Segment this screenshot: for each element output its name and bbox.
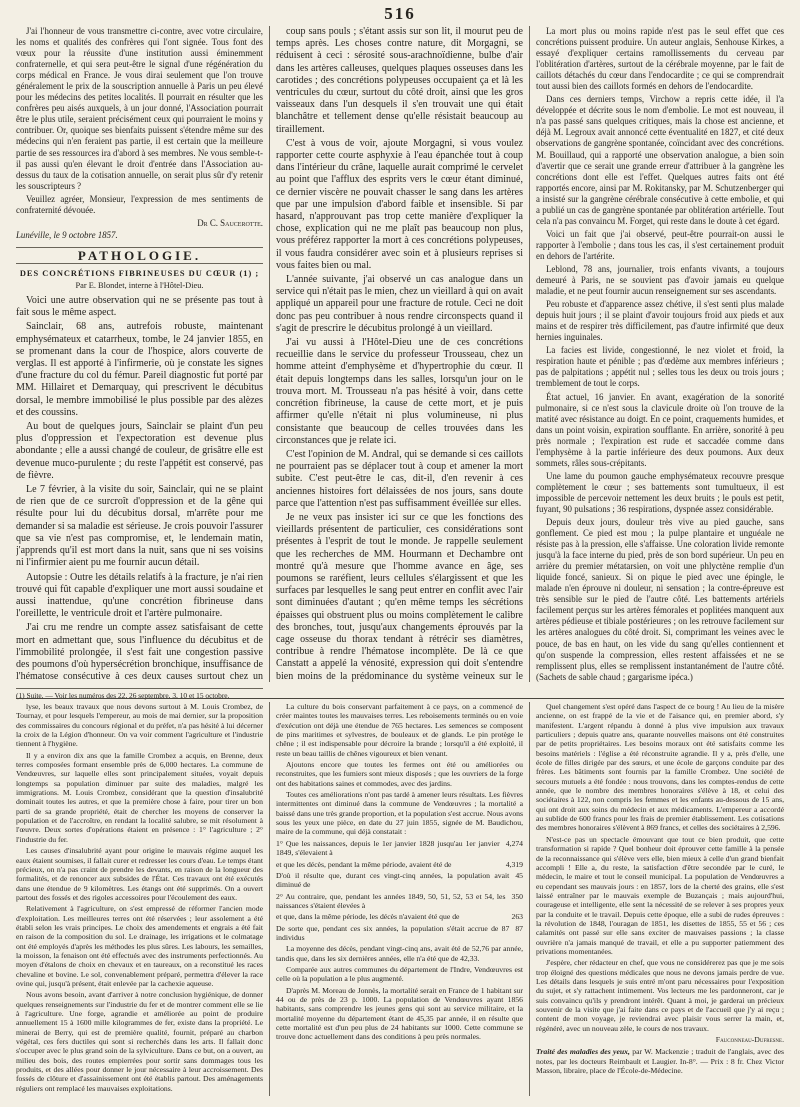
- statistics-value: 263: [511, 912, 523, 922]
- statistics-value: 45: [515, 870, 523, 880]
- statistics-value: 4,274: [505, 838, 523, 848]
- feuilleton-paragraph: N'est-ce pas un spectacle émouvant que tout ce bien produit, que cette transformation si rapide ? Quel bonheur doit éprouver cette famille à la pensée de la reconnaissance qui s'élève vers elle, bien mieux à celle d'un grand bienfait accompli ! Elle a, du reste, la satisfaction d'être secondée par le curé, le médecin, le maire et tout le conseil municipal. La population de Vendœuvres a eu cependant ses mauvais jours : en 1857, lors de la cherté des grains, elle s'est laissé entraîner par le mauvais exemple de Buzançais ; mais aujourd'hui, courageuse et intelligente, elle sent la nécessité de se relever à ses propres yeux par la conduite et le travail. Depuis cette époque, elle a subi de rudes épreuves : la révolution de 1848, l'ouragan de 1851, les disettes de 1855, 55 et 56 ; ces calamités ont passé sur elle sans exciter de mauvaises passions ; la classe ouvrière n'a jamais manqué de travail, et elle a pu supporter patiemment des privations momentanées.: [536, 834, 784, 956]
- letter-place-date: Lunéville, le 9 octobre 1857.: [16, 229, 118, 240]
- lower-column-1: [16, 702, 263, 1096]
- feuilleton-paragraph: La moyenne des décès, pendant vingt-cinq ans, avait été de 52,76 par année, tandis que, dans les six dernières années, elle n'a été que de 42,33.: [276, 944, 523, 963]
- article-paragraph: J'ai vu aussi à l'Hôtel-Dieu une de ces concrétions recueillie dans le service du professeur Trousseau, chez un homme atteint d'emphysème et d'hypertrophie du cœur. Il était depuis longtemps dans les salles, lorsqu'un jour on le trouva mort. M. Trousseau n'a pas hésité à voir, dans cette concrétion fibrineuse, la cause de cette mort, et je puis affirmer qu'elle n'était ni plus volumineuse, ni plus consistante que beaucoup de celles trouvées dans les circonstances que je relate ici.: [276, 337, 523, 446]
- article-paragraph: J'ai cru me rendre un compte assez satisfaisant de cette mort en admettant que, sous l'influence du décubitus et de l'immobilité prolongée, il s'est fait une congestion passive des poumons d'où hypersécrétion bronchique, insuffisance de l'hématose consécutive à ces deux causes surtout chez un: [16, 622, 263, 682]
- letter-signature: Dr C. Saucerotte.: [197, 217, 263, 228]
- article-paragraph: Voici une autre observation qui ne se présente pas tout à fait sous le même aspect.: [16, 295, 263, 319]
- letter-paragraph: J'ai l'honneur de vous transmettre ci-contre, avec votre circulaire, les noms et qualités des confrères qui l'ont signée. Tous font des vœux pour la réussite d'une institution aussi éminemment confraternelle, et qui sera peut-être le signal d'une régénération du corps médical en France. Je vous dirai seulement que l'on trouve généralement le prix de la souscription annuelle à Paris un peu élevé pour les médecins des petites localités. Il pourrait en résulter que les confrères peu aisés auxquels, à un jour donné, l'Association pourrait être le plus utile, seraient précisément ceux qui pourraient le moins y contribuer. Or, quoique ses bienfaits puissent s'étendre même sur des médecins qui n'en feraient pas partie, il est certain que la meilleure partie de ses ressources ira d'abord à ses membres. Ne vous semble-t-il pas aussi qu'en élevant le droit d'entrée dans l'Association au-dessus du taux de la cotisation annuelle, on serait plus sûr d'y retenir les souscripteurs ?: [16, 26, 263, 191]
- upper-column-1: [16, 26, 263, 682]
- article-author: Par E. Blondet, interne à l'Hôtel-Dieu.: [75, 280, 204, 290]
- feuilleton-paragraph: Ajoutons encore que toutes les fermes ont été ou améliorées ou reconstruites, que les fumiers sont mieux disposés ; que les ouvriers de la forge ont des habitations saines et commodes, avec des jardins.: [276, 760, 523, 788]
- article-paragraph: La mort plus ou moins rapide n'est pas le seul effet que ces concrétions puissent produire. Un auteur anglais, Senhouse Kirkes, a essayé d'expliquer certains ramollissements du cerveau par l'oblitération d'artères, surtout de la cérébrale moyenne, par le fait de caillots détachés du cœur dans l'endocardite ; ce qui se comprendrait tout aussi bien des caillots formés en dehors de l'endocardite.: [536, 26, 784, 92]
- upper-column-3: [536, 26, 784, 682]
- statistics-value: 4,319: [505, 859, 523, 869]
- article-paragraph: Voici un fait que j'ai observé, peut-être pourrait-on aussi le rapporter à l'embolie ; dans tous les cas, il s'est certainement produit en dehors de l'artérite.: [536, 228, 784, 261]
- feuilleton-paragraph: Relativement à l'agriculture, on s'est empressé de réformer l'ancien mode d'exploitation. Les meilleures terres ont été réservées ; leur assolement a été établi selon les vrais principes. Le choix des amendements et engrais a été fait en raison de la composition du sol. Le drainage, les irrigations et le colmatage ont été employés d'après les méthodes les plus sûres. Les labours, les semailles, la moisson, la fenaison ont été effectués avec des instruments perfectionnés. Au moyen d'étalons de choix en chevaux et en taureaux, on a reconstitué les races chevaline et bovine. Le sol, convenablement préparé, permettra d'élever la race ovine qui, jusqu'à présent, était enlevée par la cachexie aqueuse.: [16, 904, 263, 988]
- column-divider: [529, 702, 530, 1096]
- section-title: PATHOLOGIE.: [16, 247, 263, 264]
- statistics-value: 350: [511, 891, 523, 901]
- feuilleton-paragraph: Toutes ces améliorations n'ont pas tardé à amener leurs résultats. Les fièvres intermittentes ont diminué dans la commune de Vendœuvres ; la mortalité a baissé dans une très grande proportion, et la population s'est accrue. Nous avons sous les yeux une pièce, en date du 27 juin 1855, signée de M. Baudichou, maire de la commune, qui déjà constatait :: [276, 790, 523, 837]
- column-divider: [269, 26, 270, 682]
- feuilleton-paragraph: lyse, les beaux travaux que nous devons surtout à M. Louis Crombez, de Tournay, et pour lesquels l'empereur, au mois de mai dernier, sur la proposition des commissaires du concours régional et du préfet, n'a pas hésité à lui décerner la croix de la Légion d'honneur. On va voir comment l'agriculture et l'industrie tiennent à l'hygiène.: [16, 702, 263, 749]
- article-paragraph: L'année suivante, j'ai observé un cas analogue dans un service qui n'était pas le mien, chez un vieillard à qui on avait appliqué un appareil pour une fracture de rotule. Ceci ne doit donc pas peu contribuer à nous rendre circonspects quand il s'agit de prescrire le décubitus prolongé à un vieillard.: [276, 274, 523, 334]
- statistics-line: [276, 839, 523, 858]
- statistics-line: [276, 871, 523, 890]
- feuilleton-paragraph: D'après M. Moreau de Jonnès, la mortalité serait en France de 1 habitant sur 44 ou de près de 23 p. 1000. La population de Vendœuvres ayant 1856 habitants, sans comprendre les jeunes gens qui sont au service militaire, et la mortalité moyenne du département étant de 45,35 par année, il en résulte que cette mortalité est d'un peu plus de 24 habitants sur 1000. Cette commune se trouve donc actuellement dans des conditions à peu près normales.: [276, 985, 523, 1042]
- article-paragraph: Dans ces derniers temps, Virchow a repris cette idée, il l'a développée et décrite sous le nom d'embolie. Le mot est nouveau, il n'a pas passé sans quelques critiques, mais la chose est ancienne, et déjà M. Legroux avait annoncé cette éventualité en 1827, et cité deux observations de gangrène spontanée, coïncidant avec des concrétions. M. Bouillaud, qui a rapporté une observation analogue, a bien soin d'avertir que ce serait une grande erreur d'attribuer à la gangrène les concrétions dont elle est l'effet. Quelques autres faits ont été rapportés encore, ainsi par M. Rokitansky, par M. Schutzenberger qui a insisté sur la gangrène cérébrale consécutive à cette embolie, et qui a publié un cas de gangrène spontanée par oblitération artérielle. Tout cela n'a pas convaincu M. Forget, qui reste dans le doute à cet égard.: [536, 94, 784, 226]
- article-paragraph: Depuis deux jours, douleur très vive au pied gauche, sans gonflement. Ce pied est mou ; la pulpe plantaire et unguéale ne résiste pas à la pression, elle s'affaisse. Une coloration livide remonte jusqu'à la face interne du pied, près de son bord supérieur. Un peu en arrière du premier métatarsien, on voit une phlyctène remplie d'un liquide foncé, sanieux. Si on pique le pied avec une épingle, le malade n'en éprouve ni douleur, ni sensation ; la contre-épreuve est très sensible sur le pied de l'autre côté. Les battements artériels facilement perçus sur les artères fémorales et poplitées manquent aux artères pédieuse et tibiale postérieures ; on les retrouve facilement sur les artères analogues du côté droit. Si, comprimant les veines avec le pouce, de bas en haut, on les vide du sang qu'elles contiennent et qu'on suspende la compression, elles restent affaissées et ne se remplissent plus, elles se remplissent instantanément de l'autre côté. (Sachets de sable chaud ; gargarisme ipéca.): [536, 517, 784, 682]
- statistics-line: [276, 860, 523, 869]
- feuilleton-paragraph: Il y a environ dix ans que la famille Crombez a acquis, en Brenne, deux terres composées formant ensemble près de 6,000 hectares. La commune de Vendœuvres, sur laquelle elles sont principalement situées, voyait depuis longtemps sa population diminuer par suite des maladies, malgré les immigrations. M. Louis Crombez, considérant que la question d'insalubrité dominait toutes les autres, et que la première chose à faire, pour tirer un bon parti de sa grande propriété, était de chercher les moyens de conserver la population et de l'accroître, en rendant la localité salubre, se mit résolument à l'œuvre. Deux sortes d'opérations étaient en présence : 1° l'agriculture ; 2° l'industrie du fer.: [16, 750, 263, 844]
- statistics-value: 87: [515, 923, 523, 933]
- feuilleton-signature: Fauconneau-Dufresne.: [715, 1035, 784, 1045]
- statistics-label: 1° Que les naissances, depuis le 1er janvier 1828 jusqu'au 1er janvier 1849, s'élevaient à: [276, 838, 500, 858]
- article-paragraph: Autopsie : Outre les détails relatifs à la fracture, je n'ai rien trouvé qui fût capable d'expliquer une mort aussi soudaine et aussi inattendue, qu'une concrétion fibrineuse dans l'oreillette, le ventricule droit et l'artère pulmonaire.: [16, 571, 263, 620]
- page-number: 516: [384, 4, 416, 23]
- feuilleton-paragraph: Quel changement s'est opéré dans l'aspect de ce bourg ! Au lieu de la misère ancienne, on est frappé de la vie et de l'aisance qui, en premier abord, s'y manifestent. L'argent répandu à donné à plus vive impulsion aux travaux particuliers ; depuis quatre ans, quarante nouvelles maisons ont été construites par de petits propriétaires. Les besoins moraux ont été satisfaits comme les besoins matériels : l'église a été réconstruite agrandie. Il y a, près d'elle, une école de filles dirigée par des sœurs, et une école de garçons conduite par des frères. Les bâtiments sont fournis par la famille Crombez. Une société de secours mutuels a été fondée : nous trouvons, dans les comptes-rendus de cette année, que le nombre des membres honoraires s'élève à 18, et celui des sociétaires à 122, non compris les femmes et les enfants au-dessous de 15 ans, qui ont droit aux soins du médecin et aux médicaments. L'empereur a accordé au sublide de 600 francs pour les frais de premier établissement. Les cotisations des membres honoraires s'élèvent à 869 francs, et celles des sociétaires à 2,596.: [536, 702, 784, 833]
- statistics-line: [276, 892, 523, 911]
- statistics-label: De sorte que, pendant ces six années, la population s'était accrue de 87 individus: [276, 923, 510, 942]
- article-title: DES CONCRÉTIONS FIBRINEUSES DU CŒUR (1) ;: [19, 268, 260, 278]
- article-paragraph: coup sans pouls ; s'étant assis sur son lit, il mourut peu de temps après. Les choses contre nature, dit Morgagni, se réduisent à ceci : sérosité sous-arachnoïdienne, bulbe d'air dans les artères calleuses, quelques plaques osseuses dans les carotides ; des concrétions polypeuses occupaient ça et là les ventricules du cœur, surtout du côté droit, ainsi que les gros vaisseaux dans l'un desquels il s'en trouvait une qui était blanchâtre et tellement dense qu'elle résistait beaucoup au tiraillement.: [276, 26, 523, 135]
- statistics-line: [276, 924, 523, 943]
- feuilleton-paragraph: Comparée aux autres communes du département de l'Indre, Vendœuvres est celle où la population a le plus augmenté.: [276, 964, 523, 984]
- article-paragraph: État actuel, 16 janvier. En avant, exagération de la sonorité pulmonaire, si ce n'est sous la clavicule droite où l'on trouve de la matité avec résistance au doigt. En ce point, craquements humides, et dans un point voisin, expiration soufflante. En arrière, sonorité à peu près normale ; l'expiration est rude et saccadée comme dans l'emphysème à la partie inférieure des deux poumons. Aux deux sommets, râles sous-crépitants.: [536, 391, 784, 468]
- article-paragraph: Le 7 février, à la visite du soir, Sainclair, qui ne se plaint de rien que de ce surcroît d'oppression et de la gêne qui résulte pour lui du décubitus dorsal, m'arrête pour me demander si sa maladie est sérieuse. Je crois pouvoir l'assurer que sa vie n'est pas compromise, et, le lendemain matin, j'apprends qu'il est mort dans la nuit, sans que ni ses voisins ni l'infirmier aient pu me fournir aucun détail.: [16, 484, 263, 569]
- book-details: par W. Mackenzie ; traduit de l'anglais, avec des notes, par les docteurs Reimbault et Laugier. In-8°. — Prix : 8 fr. Chez Victor Masson, libraire, place de l'École-de-Médecine.: [536, 1047, 784, 1076]
- feuilleton-paragraph: J'espère, cher rédacteur en chef, que vous ne considérerez pas que je me sois trop éloigné des questions médicales que nous ne devons jamais perdre de vue. Les détails dans lesquels je suis entré m'ont paru nécessaires pour l'exposition du sujet, et s'y rattachent intimement. Vos lecteurs me les pardonneront, car je suis convaincu qu'ils y prendront intérêt. Quant à moi, je garderai un précieux souvenir de la visite que j'ai faite dans ce pays et de l'accueil que j'y ai reçu ; content de mon voyage, je reviendrai avec plaisir vous serrer la main, et, régénéré, avec un nouveau zèle, le cours de nos travaux.: [536, 958, 784, 1033]
- book-notice: [536, 1047, 784, 1075]
- article-paragraph: C'est à vous de voir, ajoute Morgagni, si vous voulez rapporter cette courte asphyxie à l'eau épanchée tout à coup dans l'intérieur du crâne, laquelle aurait comprimé le cervelet au point que l'afflux des esprits vers le cœur étant diminué, ce dernier viscère ne pouvait chasser le sang dans les artères que par une impulsion d'abord faible et insensible. Si par hasard, n'approuvant pas trop cette manière d'expliquer la chose, explication qui ne me plaît pas beaucoup non plus, vous préférez rapporter la mort à ces concrétions polypeuses, il vous faudra considérer avec soin et à plusieurs reprises si vous faites bien ou mal.: [276, 137, 523, 271]
- section-divider-rule: [16, 698, 784, 699]
- feuilleton-paragraph: La culture du bois conservant parfaitement à ce pays, on a commencé de créer maintes toutes les mauvaises terres. Les reboisements terminés ou en voie d'exécution ont déjà une étendue de 765 hectares. Les semences se composent de pins maritimes et sylvestres, de bouleaux et de glands. Le pin protège le chêne ; il est indispensable pour décroire la brande ; lorsqu'il a été exploité, il reste un beau taillis de chênes vigoureux et bien venant.: [276, 702, 523, 758]
- column-divider: [529, 26, 530, 682]
- article-paragraph: La facies est livide, congestionné, le nez violet et froid, la respiration haute et pénible ; pas d'œdème aux membres inférieurs ; pas de palpitations ; appétit nul ; selles tous les deux ou trois jours ; tremblement de tout le corps.: [536, 345, 784, 389]
- article-paragraph: Peu robuste et d'apparence assez chétive, il s'est senti plus malade depuis huit jours ; il se plaint d'avoir toujours froid aux pieds et aux mains et de respirer très difficilement, pas d'autre infirmité que deux hernies inguinales.: [536, 299, 784, 343]
- letter-paragraph: Veuillez agréer, Monsieur, l'expression de mes sentiments de confraternité dévouée.: [16, 193, 263, 215]
- article-paragraph: Leblond, 78 ans, journalier, trois enfants vivants, a toujours demeuré à Paris, ne se souvient pas d'avoir jamais eu quelque maladie, et ne peut fournir aucun renseignement sur ses ascendants.: [536, 263, 784, 297]
- statistics-label: et que les décès, pendant la même période, avaient été de: [276, 859, 452, 869]
- book-title: Traité des maladies des yeux,: [536, 1047, 630, 1057]
- column-divider: [269, 702, 270, 1096]
- upper-column-2: [276, 26, 523, 682]
- statistics-label: D'où il résulte que, durant ces vingt-cinq années, la population avait diminué de: [276, 870, 510, 890]
- article-paragraph: C'est l'opinion de M. Andral, qui se demande si ces caillots ne pourraient pas se déplacer tout à coup et amener la mort subite. C'est peut-être le cas, dit-il, d'en revenir à ces anciennes histoires fort délaissées de nos jours, sans doute parce que l'attention n'est pas suffisamment éveillée sur elles.: [276, 448, 523, 509]
- feuilleton-paragraph: Nous avons besoin, avant d'arriver à notre conclusion hygiénique, de donner quelques renseignements sur l'industrie du fer et de montrer comment elle se lie à l'agriculture. Une forge, agrandie et améliorée au point de produire annuellement 15 à 1600 mille kilogrammes de fer, existe dans la propriété. Le minerai de Berry, qui est de première qualité, fournit, préparé au charbon végétal, ces fers ductiles qui sont si recherchés dans les arts. Il fallait donc s'occuper avec le plus grand soin de la sylviculture. Dans ce but, on a ouvert, au milieu des bois, des routes empierrées pour sortir sans dommages tous les produits, et des allées pour donner le jour nécessaire à leur accroissement. Des fossés de clôture et d'assainissement ont été établis partout. Des aménagements réguliers ont remplacé les mauvaises exploitations.: [16, 990, 263, 1093]
- article-paragraph: Une lame du poumon gauche emphysémateux recouvre presque complètement le cœur ; ses battements sont tumultueux, il est impossible de percevoir nettement les deux bruits ; le pouls est petit, fuyant, 90 pulsations ; 36 respirations, dyspnée assez considérable.: [536, 470, 784, 514]
- statistics-label: 2° Au contraire, que, pendant les années 1849, 50, 51, 52, 53 et 54, les naissances s'étaient élevées à: [276, 891, 506, 910]
- footnote: (1) Suite. — Voir les numéros des 22, 26 septembre, 3, 10 et 15 octobre.: [16, 688, 263, 700]
- feuilleton-paragraph: Les causes d'insalubrité ayant pour origine le mauvais régime auquel les eaux étaient soumises, il fallait curer et redresser les cours d'eau. Le temps étant précieux, on n'a pas craint de prendre les devants, en raison de la longueur des formalités, et de renoncer aux subsides de l'État. Ces travaux ont été exécutés dans une étendue de 9 kilomètres. Les étangs ont été supprimés. On a ouvert partout des fossés et des rigoles accessoires pour l'écoulement des eaux.: [16, 846, 263, 902]
- article-paragraph: Je ne veux pas insister ici sur ce que les fonctions des vieillards présentent de particulier, ces considérations sont présentes à l'esprit de tout le monde. Je rappelle seulement que les recherches de MM. Hourmann et Dechambre ont montré qu'à mesure que l'homme avance en âge, ses poumons se raréfient, leurs cellules s'élargissent et que les surfaces par lesquelles le sang peut entrer en conflit avec l'air sont diminuées d'autant ; qu'en même temps les sécrétions épaisses qui obstruent plus ou moins complètement le calibre des bronches, tout, jusqu'aux changements éprouvés par la cage osseuse du thorax tendant à rétrécir ses diamètres, contribue à rendre l'hématose incomplète. De là ce que Canstatt a appelé la vénosité, expression qui doit s'entendre bien moins de la prédominance du système veineux sur le: [276, 511, 523, 682]
- statistics-label: et que, dans la même période, les décès n'avaient été que de: [276, 912, 460, 922]
- article-paragraph: Au bout de quelques jours, Sainclair se plaint d'un peu plus d'oppression et l'expectoration est devenue plus abondante ; elle a aussi changé de couleur, de grisâtre elle est devenue muco-purulente ; du reste l'appétit est conservé, pas de fièvre.: [16, 421, 263, 481]
- article-paragraph: Sainclair, 68 ans, autrefois robuste, maintenant emphysémateux et catarrheux, tombe, le 24 janvier 1855, en se promenant dans la cour de l'hospice, alors couverte de verglas. Il est apporté à l'infirmerie, où je constate les signes d'une fracture du col du fémur. Pareil diagnostic fut porté par MM. Hillairet et Demarquay, qui prescrivent le décubitus dorsal, le membre immobilisé le plus possible par des alèzes et des coussins.: [16, 321, 263, 418]
- lower-column-2: [276, 702, 523, 1096]
- statistics-line: [276, 912, 523, 921]
- lower-column-3: [536, 702, 784, 1096]
